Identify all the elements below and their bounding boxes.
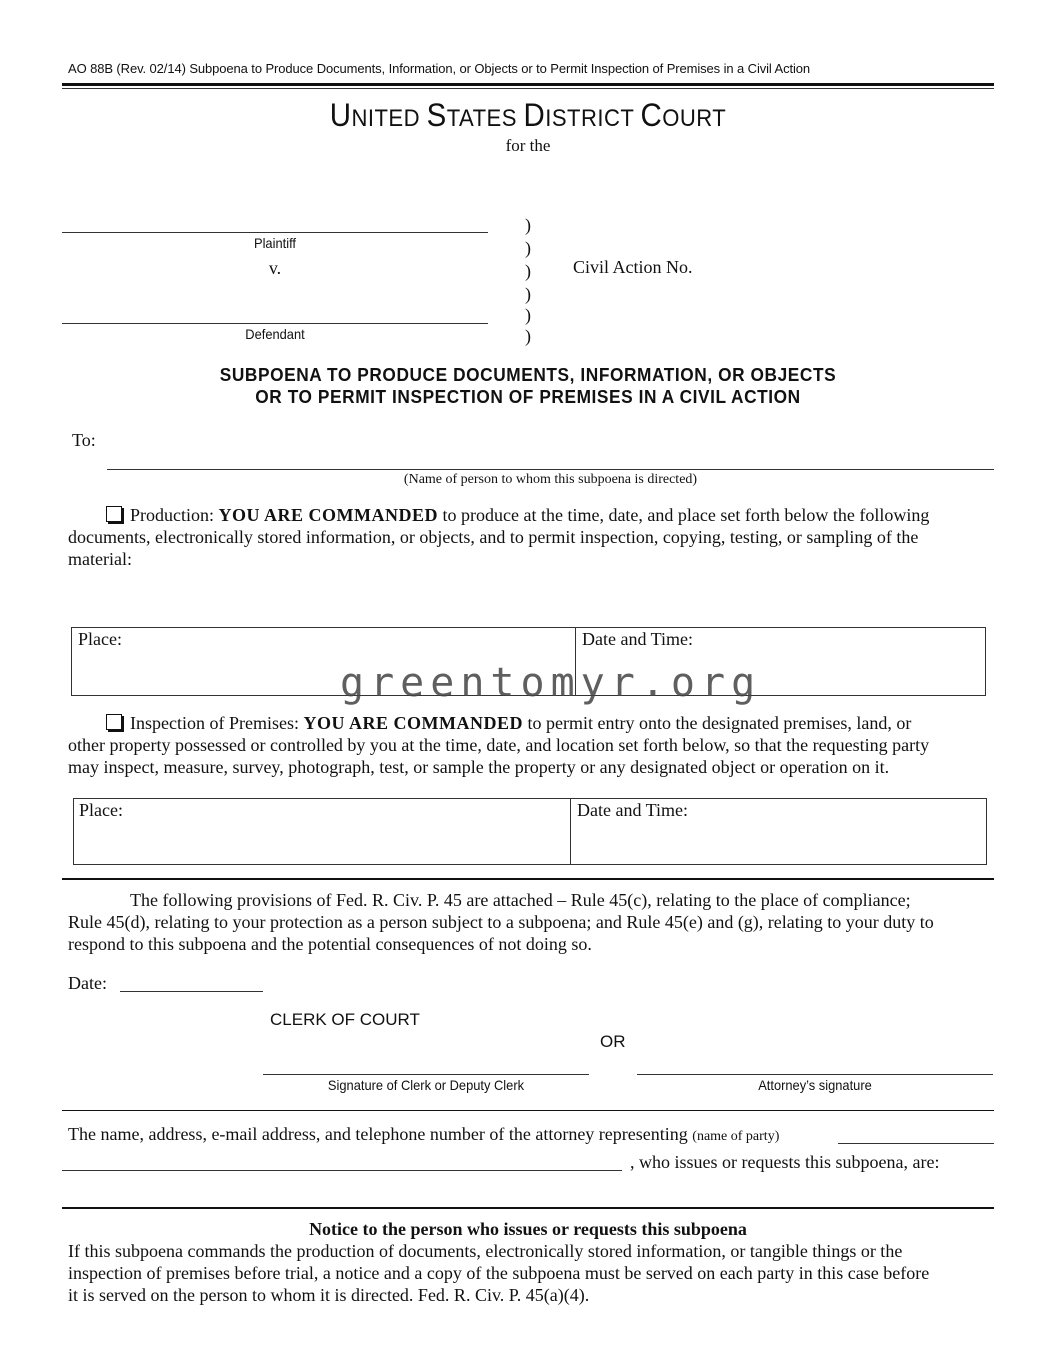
caption-paren: ) (525, 238, 531, 258)
recipient-name-line[interactable] (107, 469, 994, 470)
production-lead: Production: (130, 505, 219, 525)
inspection-line3: may inspect, measure, survey, photograph, test, or sample the property or any designated object or operation on it. (68, 757, 890, 777)
plaintiff-line[interactable] (62, 232, 488, 233)
recipient-caption: (Name of person to whom this subpoena is directed) (403, 472, 698, 487)
production-datetime-label: Date and Time: (582, 629, 693, 649)
caption-paren: ) (525, 261, 531, 281)
party-name-caption: (name of party) (692, 1129, 780, 1144)
plaintiff-label: Plaintiff (253, 235, 297, 251)
defendant-line[interactable] (62, 323, 488, 324)
caption-paren: ) (525, 305, 531, 325)
notice-line1: If this subpoena commands the production of documents, electronically stored information, or tangible things or the (68, 1241, 903, 1261)
provisions-paragraph (68, 889, 998, 955)
section-rule (62, 1110, 994, 1111)
inspection-table (73, 798, 987, 865)
provisions-line2: Rule 45(d), relating to your protection as a person subject to a subpoena; and Rule 45(e) and (g), relating to your duty to (68, 912, 934, 932)
provisions-line1: The following provisions of Fed. R. Civ. P. 45 are attached – Rule 45(c), relating to the place of compliance; (130, 890, 911, 910)
provisions-line3: respond to this subpoena and the potential consequences of not doing so. (68, 934, 592, 954)
caption-paren: ) (525, 326, 531, 346)
section-rule (62, 878, 994, 880)
for-the-text: for the (505, 136, 551, 155)
inspection-place-label: Place: (79, 800, 123, 820)
attorney-signature-caption: Attorney’s signature (758, 1077, 872, 1093)
defendant-label: Defendant (245, 326, 305, 342)
production-line3: material: (68, 549, 132, 569)
production-line2: documents, electronically stored information, or objects, and to permit inspection, copying, testing, or sampling of the (68, 527, 919, 547)
to-label: To: (72, 430, 96, 450)
civil-action-label: Civil Action No. (573, 257, 693, 277)
production-checkbox[interactable] (106, 506, 122, 522)
production-command: YOU ARE COMMANDED (218, 505, 438, 525)
notice-paragraph (68, 1240, 998, 1306)
header-rule-top (62, 83, 994, 86)
subpoena-title-line1: SUBPOENA TO PRODUCE DOCUMENTS, INFORMATION, OR OBJECTS (219, 365, 837, 385)
watermark-text: greentomyr.org (340, 660, 762, 706)
inspection-checkbox[interactable] (106, 714, 122, 730)
inspection-table-divider (570, 799, 571, 864)
date-line[interactable] (120, 991, 263, 992)
or-label: OR (600, 1032, 626, 1051)
inspection-datetime-label: Date and Time: (577, 800, 688, 820)
date-label: Date: (68, 973, 107, 993)
production-place-label: Place: (78, 629, 122, 649)
attorney-info-text: The name, address, e-mail address, and telephone number of the attorney representing (68, 1124, 693, 1144)
inspection-lead: Inspection of Premises: (130, 713, 304, 733)
clerk-signature-line[interactable] (263, 1074, 589, 1075)
caption-paren: ) (525, 284, 531, 304)
notice-heading: Notice to the person who issues or requests this subpoena (309, 1219, 747, 1239)
inspection-line1: to permit entry onto the designated premises, land, or (522, 713, 912, 733)
attorney-info-line2: , who issues or requests this subpoena, are: (630, 1152, 940, 1172)
form-id-header: AO 88B (Rev. 02/14) Subpoena to Produce Documents, Information, or Objects or to Permit Inspection of Premises in a Civil Action (68, 61, 811, 76)
notice-line3: it is served on the person to whom it is directed. Fed. R. Civ. P. 45(a)(4). (68, 1285, 590, 1305)
production-line1: to produce at the time, date, and place set forth below the following (438, 505, 930, 525)
production-paragraph (68, 504, 998, 570)
inspection-command: YOU ARE COMMANDED (303, 713, 523, 733)
attorney-name-line[interactable] (62, 1170, 622, 1171)
court-title: UNITED STATES DISTRICT COURT (329, 97, 727, 133)
section-rule (62, 1207, 994, 1209)
clerk-signature-caption: Signature of Clerk or Deputy Clerk (327, 1077, 525, 1093)
versus-text: v. (268, 258, 282, 278)
notice-line2: inspection of premises before trial, a notice and a copy of the subpoena must be served on each party in this case before (68, 1263, 930, 1283)
header-rule-bottom (62, 88, 994, 89)
inspection-paragraph (68, 712, 998, 778)
caption-paren: ) (525, 215, 531, 235)
party-name-line[interactable] (838, 1143, 994, 1144)
attorney-info-line1 (68, 1123, 779, 1148)
clerk-of-court-label: CLERK OF COURT (270, 1010, 420, 1029)
subpoena-title-line2: OR TO PERMIT INSPECTION OF PREMISES IN A CIVIL ACTION (255, 387, 801, 407)
inspection-line2: other property possessed or controlled by you at the time, date, and location set forth below, so that the requesting party (68, 735, 930, 755)
attorney-signature-line[interactable] (637, 1074, 993, 1075)
